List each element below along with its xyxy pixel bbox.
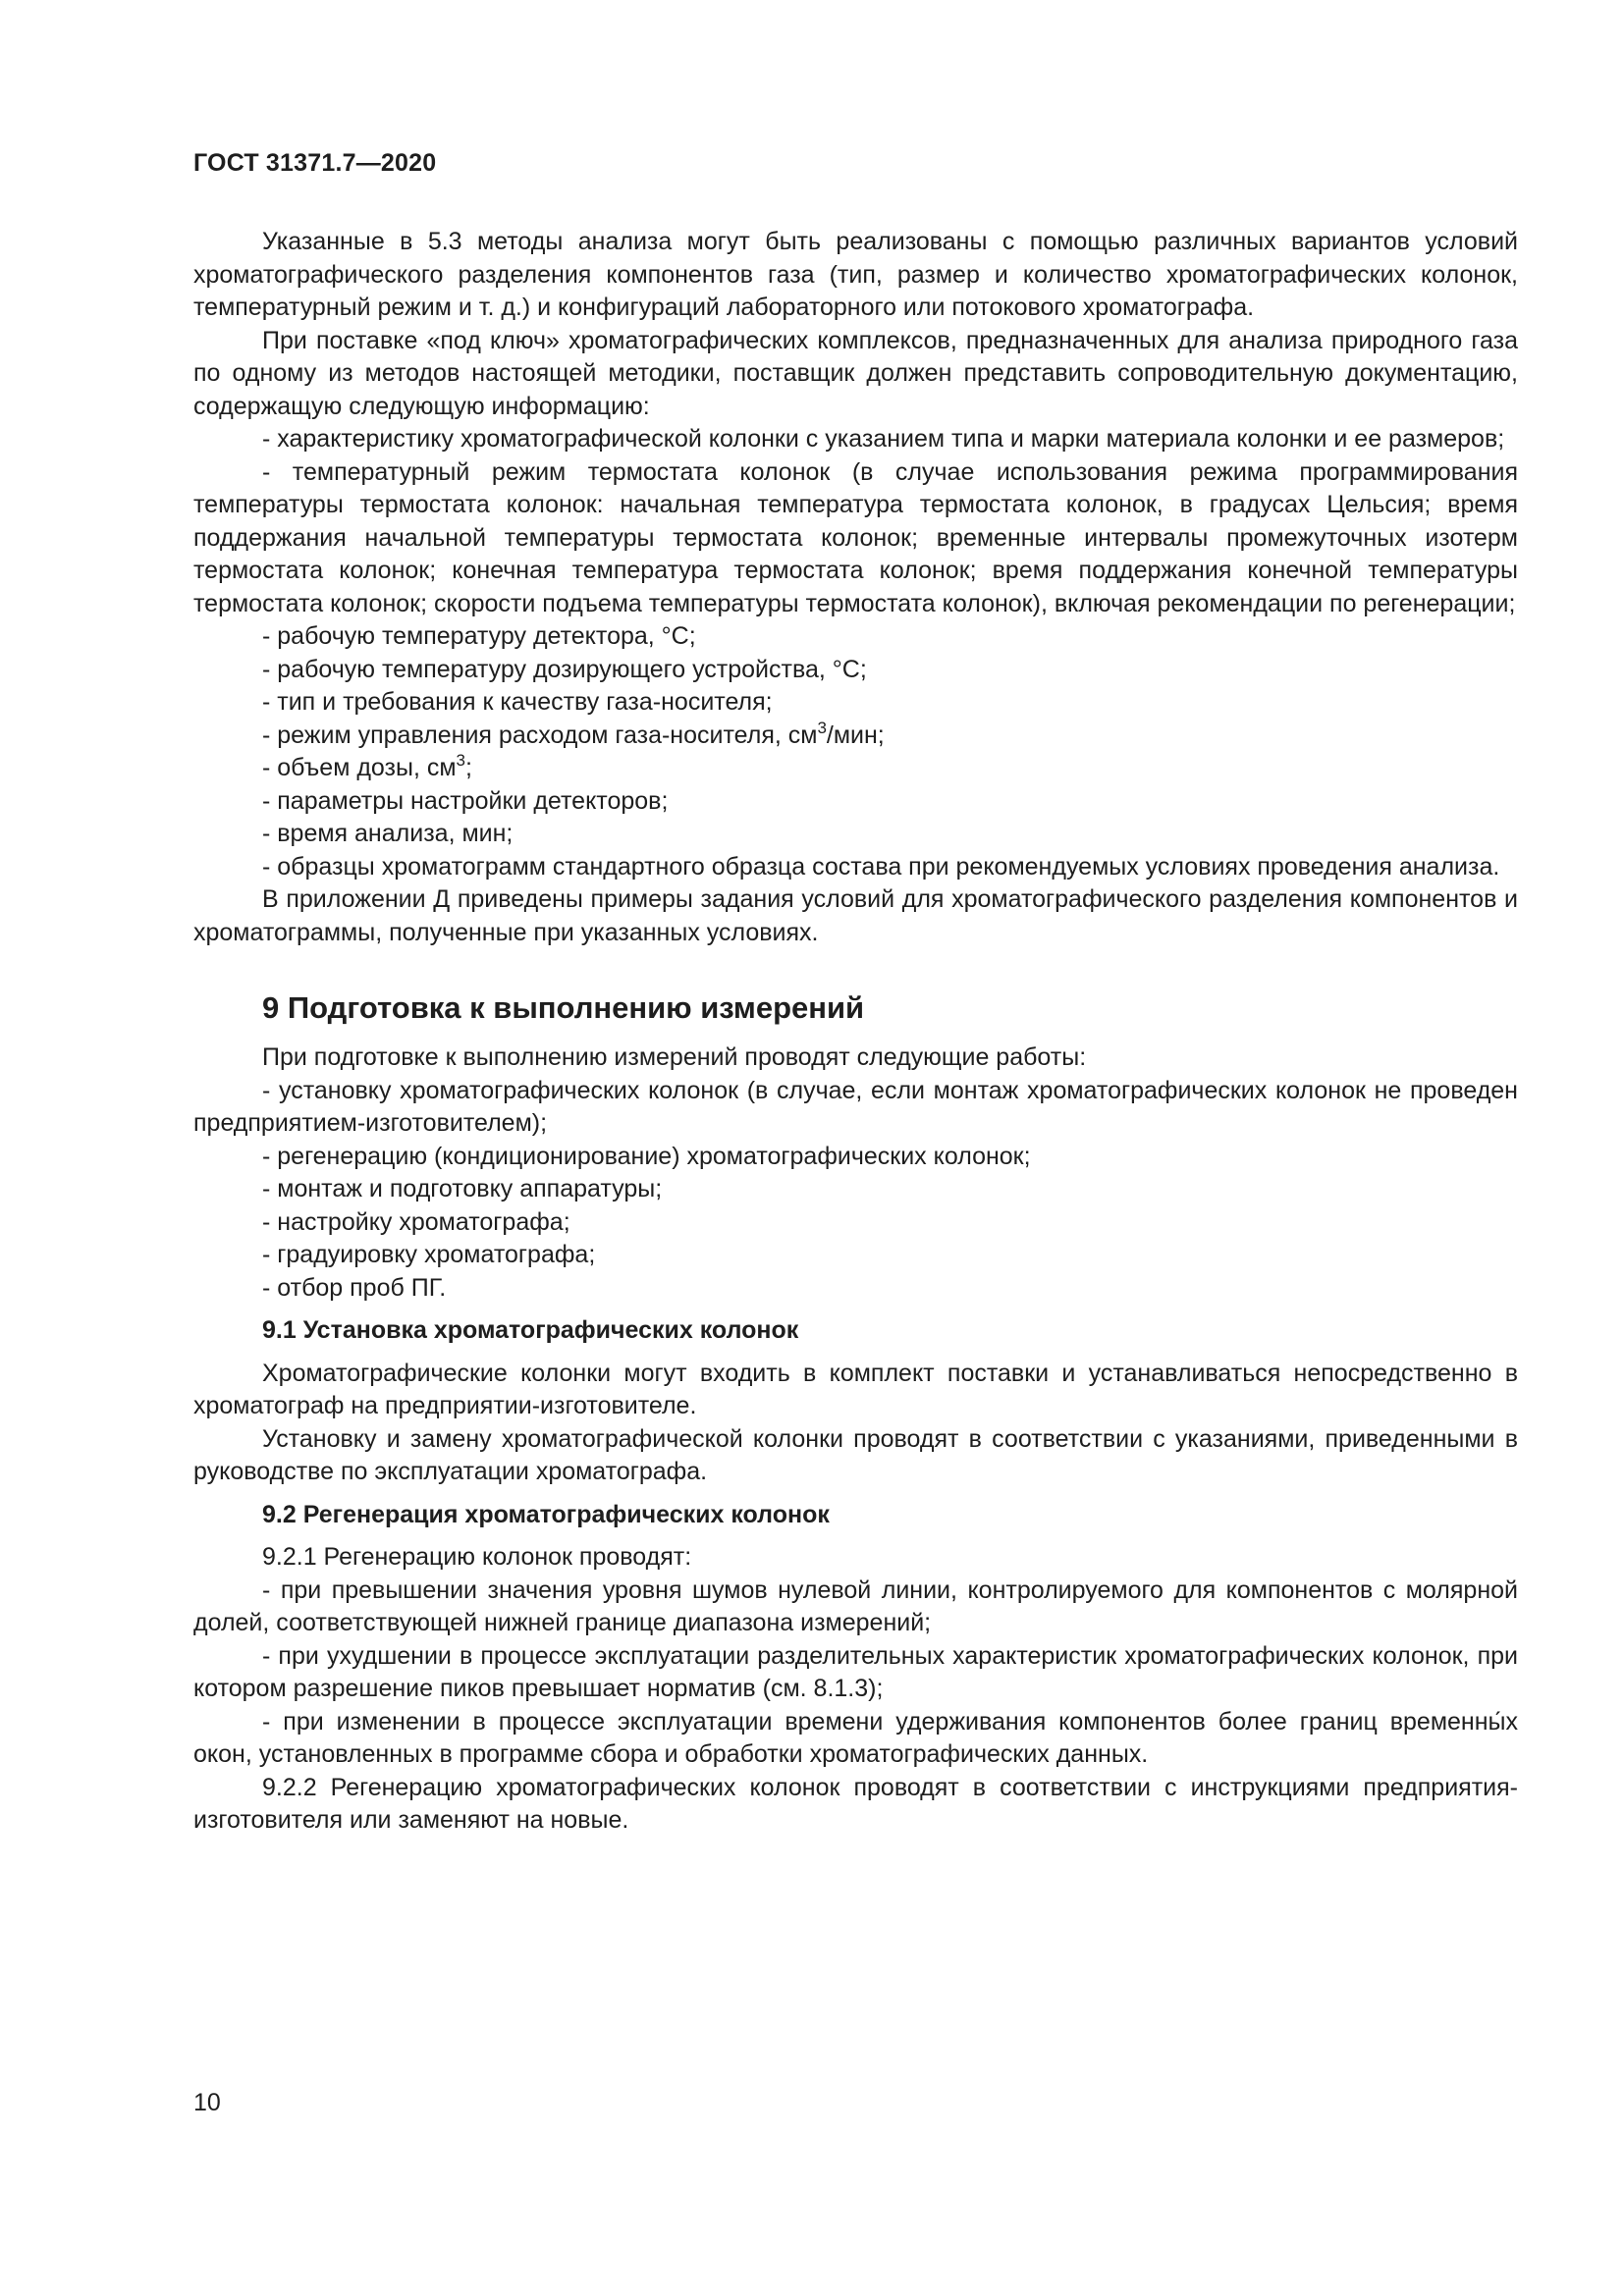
flow-unit: /мин; [826, 721, 885, 749]
subsection-heading: 9.1 Установка хроматографических колонок [262, 1316, 799, 1344]
list-item: - рабочую температуру дозирующего устройства, °С; [262, 655, 867, 683]
list-item: - параметры настройки детекторов; [262, 786, 669, 815]
list-item: - отбор проб ПГ. [262, 1273, 447, 1302]
page-number: 10 [193, 2089, 221, 2116]
paragraph: Указанные в 5.3 методы анализа могут быть реализованы с помощью различных вариантов условий хроматографического разделения компонентов газа (тип, размер и количество хроматографических колонок, температурный режим и т. д.) и конфигураций лабораторного или потокового хроматографа. [193, 228, 1518, 321]
superscript: 3 [456, 751, 466, 770]
flow-text: - режим управления расходом газа-носителя, см [262, 721, 818, 749]
list-item [193, 720, 1518, 753]
list-item: - при изменении в процессе эксплуатации времени удерживания компонентов более границ временны́х окон, установленных в программе сбора и обработки хроматографических данных. [193, 1707, 1518, 1768]
paragraph: При поставке «под ключ» хроматографических комплексов, предназначенных для анализа природного газа по одному из методов настоящей методики, поставщик должен представить сопроводительную документацию, содержащую следующую информацию: [193, 326, 1518, 420]
list-item: - рабочую температуру детектора, °С; [262, 622, 696, 650]
section-heading: 9 Подготовка к выполнению измерений [262, 990, 865, 1025]
list-item: - тип и требования к качеству газа-носителя; [262, 688, 773, 716]
paragraph: 9.2.2 Регенерацию хроматографических колонок проводят в соответствии с инструкциями предприятия-изготовителя или заменяют на новые. [193, 1773, 1518, 1834]
list-item: - характеристику хроматографической колонки с указанием типа и марки материала колонки и ее размеров; [262, 425, 1505, 453]
list-item: - монтаж и подготовку аппаратуры; [262, 1175, 663, 1202]
paragraph: При подготовке к выполнению измерений проводят следующие работы: [262, 1043, 1087, 1071]
list-item: - регенерацию (кондиционирование) хроматографических колонок; [262, 1142, 1031, 1170]
dose-unit: ; [465, 754, 472, 781]
list-item: - при ухудшении в процессе эксплуатации разделительных характеристик хроматографических колонок, при котором разрешение пиков превышает норматив (см. 8.1.3); [193, 1641, 1518, 1702]
list-item: - при превышении значения уровня шумов нулевой линии, контролируемого для компонентов с молярной долей, соответствующей нижней границе диапазона измерений; [193, 1575, 1518, 1636]
paragraph: Установку и замену хроматографической колонки проводят в соответствии с указаниями, приведенными в руководстве по эксплуатации хроматографа. [193, 1424, 1518, 1485]
list-item: - градуировку хроматографа; [262, 1241, 596, 1268]
list-item: - время анализа, мин; [262, 820, 514, 847]
document-code: ГОСТ 31371.7—2020 [193, 149, 437, 177]
list-item: - образцы хроматограмм стандартного образца состава при рекомендуемых условиях проведения анализа. [262, 852, 1500, 881]
paragraph: 9.2.1 Регенерацию колонок проводят: [262, 1543, 692, 1571]
superscript: 3 [817, 718, 827, 737]
list-item: - настройку хроматографа; [262, 1207, 570, 1236]
paragraph: Хроматографические колонки могут входить в комплект поставки и устанавливаться непосредственно в хроматограф на предприятии-изготовителе. [193, 1359, 1518, 1419]
dose-text: - объем дозы, см [262, 754, 457, 781]
list-item: - температурный режим термостата колонок (в случае использования режима программирования температуры термостата колонок: начальная температура термостата колонок, в градусах Цельсия; время поддержания начальной температуры термостата колонок; временные интервалы промежуточных изотерм термостата колонок; конечная температура термостата колонок; время поддержания конечной температуры термостата колонок; скорости подъема температуры термостата колонок), включая рекомендации по регенерации; [193, 457, 1518, 617]
subsection-heading: 9.2 Регенерация хроматографических колонок [262, 1500, 830, 1528]
list-item [193, 752, 1518, 785]
paragraph: В приложении Д приведены примеры задания условий для хроматографического разделения компонентов и хроматограммы, полученные при указанных условиях. [193, 885, 1518, 946]
list-item: - установку хроматографических колонок (в случае, если монтаж хроматографических колонок не проведен предприятием-изготовителем); [193, 1076, 1518, 1137]
page-content [193, 226, 1518, 1838]
